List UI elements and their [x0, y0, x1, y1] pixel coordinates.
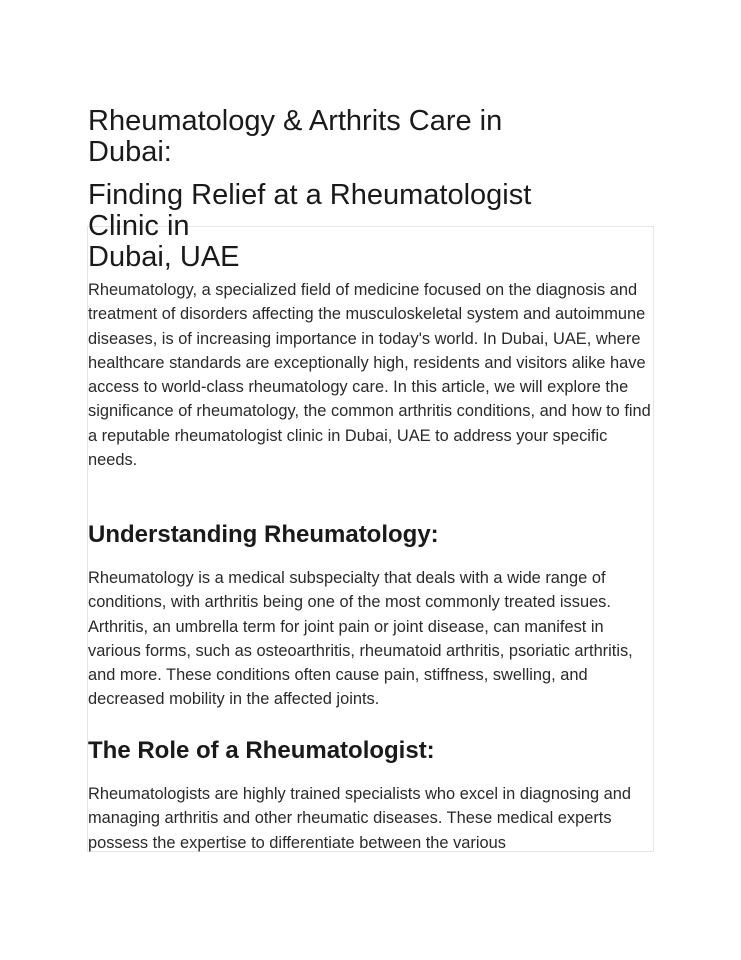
- section-heading-role: The Role of a Rheumatologist:: [88, 737, 435, 764]
- page-subtitle: Finding Relief at a Rheumatologist Clinic in Dubai, UAE: [88, 179, 532, 273]
- page-title: Rheumatology & Arthrits Care in Dubai:: [88, 105, 503, 168]
- intro-paragraph: Rheumatology, a specialized field of medicine focused on the diagnosis and treatment of disorders affecting the musculoskeletal system and autoimmune diseases, is of increasing importance in today's world. In Dubai, UAE, where healthcare standards are exceptionally high, residents and visitors alike have access to world-class rheumatology care. In this article, we will explore the significance of rheumatology, the common arthritis conditions, and how to find a reputable rheumatologist clinic in Dubai, UAE to address your specific needs.: [88, 281, 651, 470]
- section-heading-understanding: Understanding Rheumatology:: [88, 521, 439, 548]
- section-paragraph-understanding: Rheumatology is a medical subspecialty that deals with a wide range of conditions, with arthritis being one of the most commonly treated issues. Arthritis, an umbrella term for joint pain or joint disease, can manifest in various forms, such as osteoarthritis, rheumatoid arthritis, psoriatic arthritis, and more. These conditions often cause pain, stiffness, swelling, and decreased mobility in the affected joints.: [88, 569, 633, 709]
- section-paragraph-role: Rheumatologists are highly trained specialists who excel in diagnosing and managing arthritis and other rheumatic diseases. These medical experts possess the expertise to differentiate between the various: [88, 785, 632, 852]
